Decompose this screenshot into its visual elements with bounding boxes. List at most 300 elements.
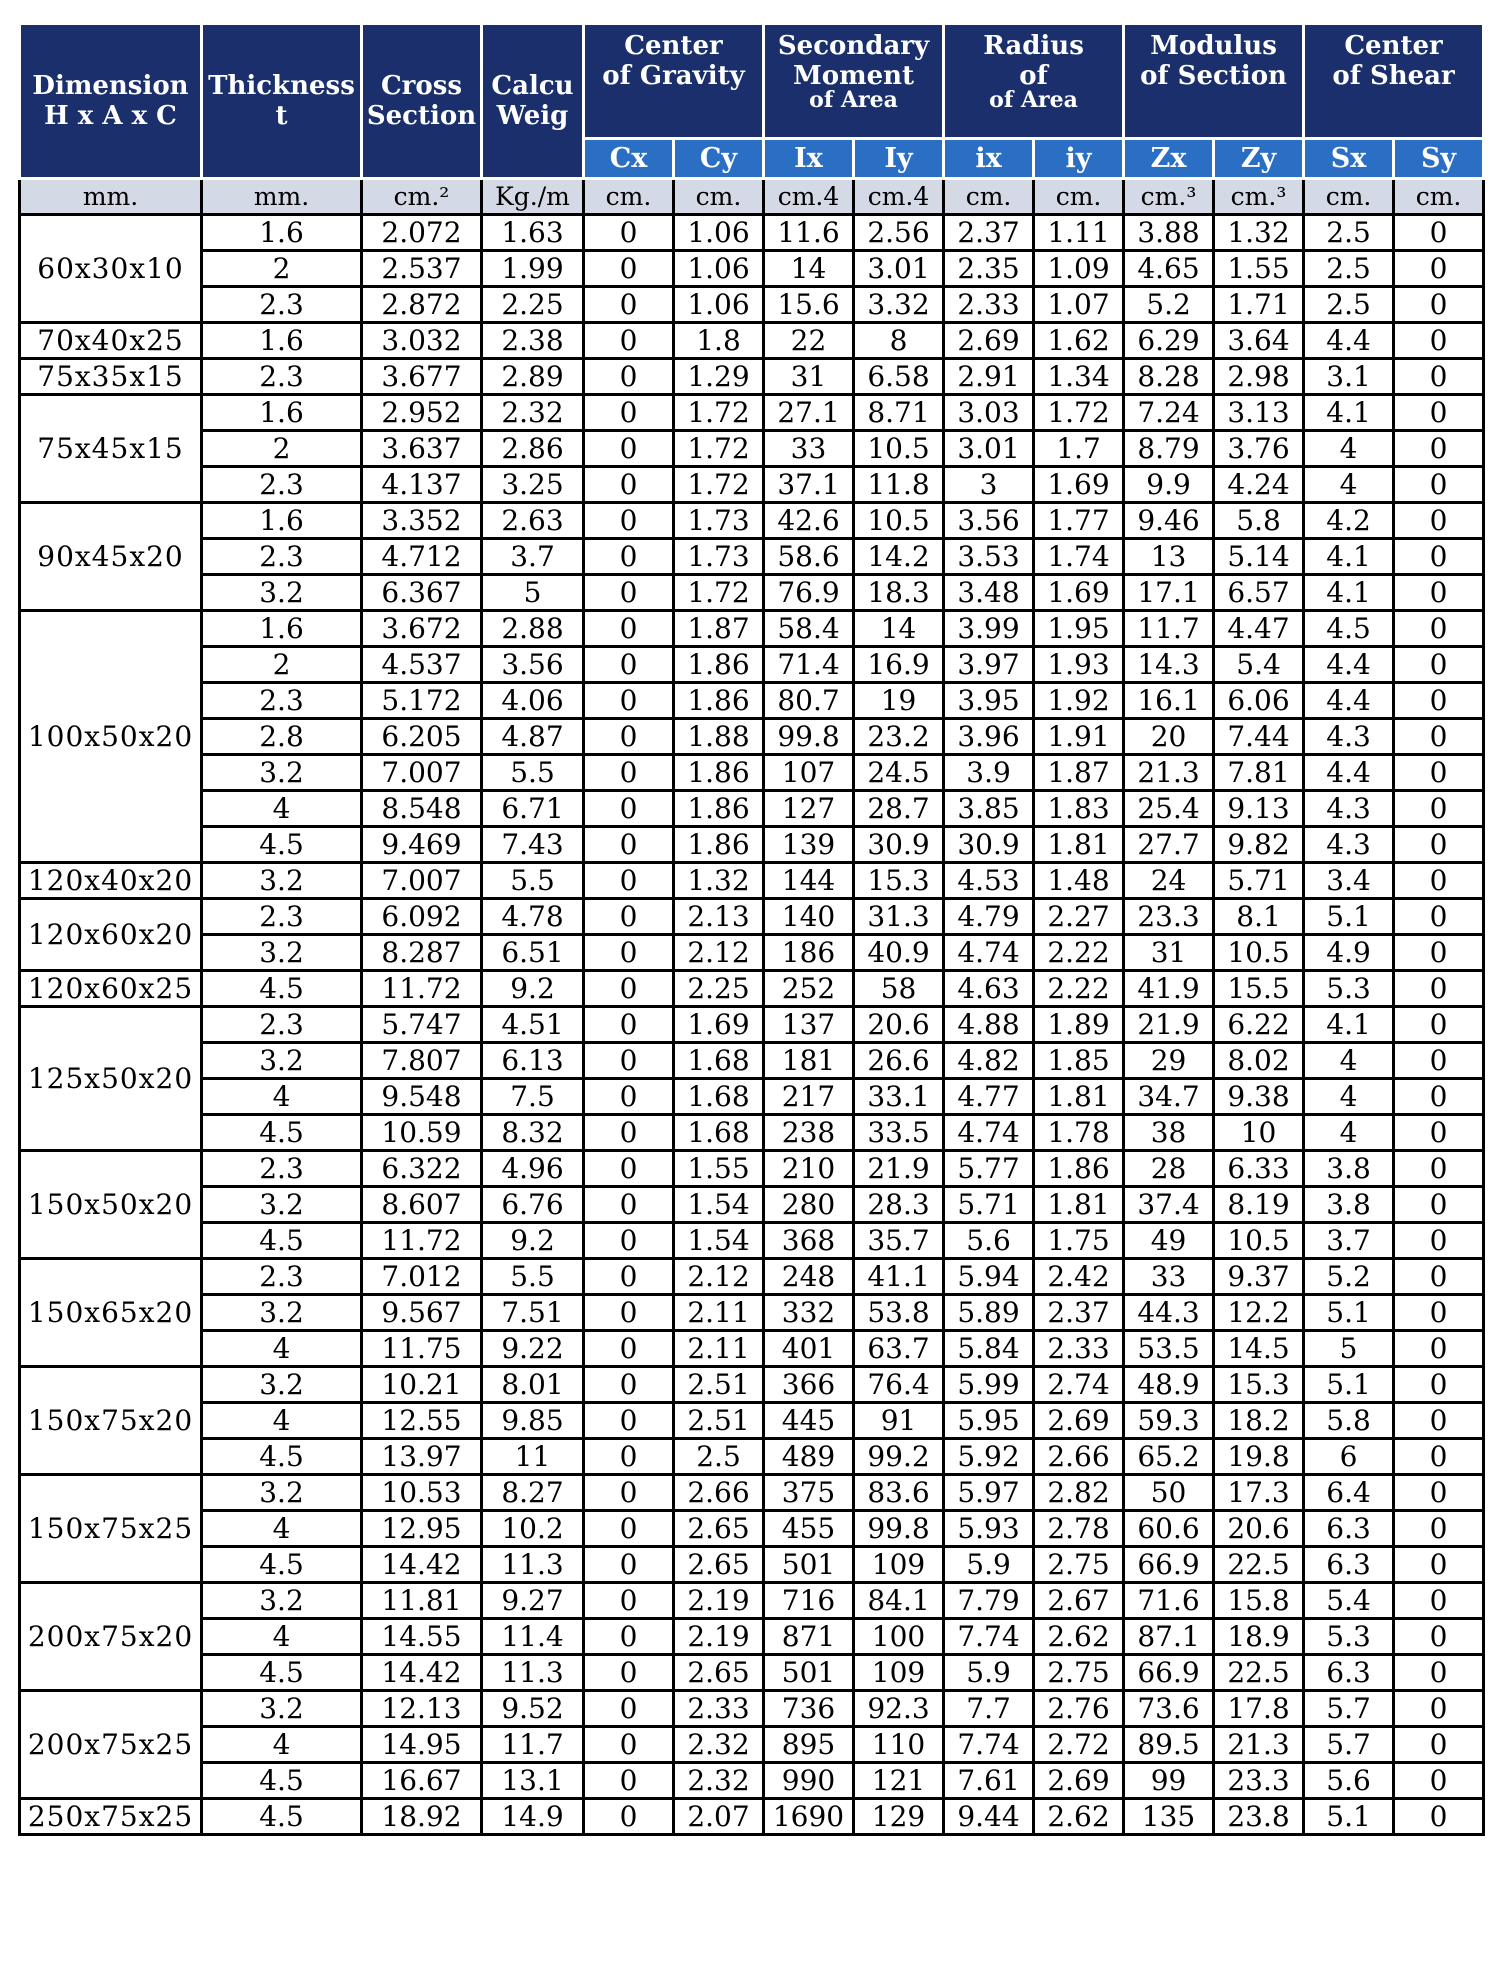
table-cell: 5.84 <box>944 1331 1034 1367</box>
table-cell: 20.6 <box>854 1007 944 1043</box>
table-cell: 1.7 <box>1034 431 1124 467</box>
table-cell: 0 <box>584 899 674 935</box>
table-cell: 2.25 <box>674 971 764 1007</box>
table-cell: 4.1 <box>1304 539 1394 575</box>
table-cell: 210 <box>764 1151 854 1187</box>
table-cell: 2.35 <box>944 251 1034 287</box>
table-cell: 0 <box>584 647 674 683</box>
table-cell: 2.37 <box>944 215 1034 251</box>
table-cell: 1.6 <box>202 215 362 251</box>
unit-cell: cm.4 <box>854 179 944 215</box>
table-cell: 1.09 <box>1034 251 1124 287</box>
table-cell: 4.53 <box>944 863 1034 899</box>
table-cell: 9.2 <box>482 1223 584 1259</box>
table-cell: 4.1 <box>1304 1007 1394 1043</box>
table-cell: 2 <box>202 647 362 683</box>
table-cell: 4.5 <box>202 1439 362 1475</box>
table-cell: 2.33 <box>1034 1331 1124 1367</box>
table-row <box>20 1691 1484 1727</box>
table-cell: 0 <box>584 971 674 1007</box>
table-cell: 19 <box>854 683 944 719</box>
table-cell: 1.8 <box>674 323 764 359</box>
table-cell: 53.8 <box>854 1295 944 1331</box>
table-cell: 11.72 <box>362 1223 482 1259</box>
table-cell: 0 <box>1394 575 1484 611</box>
table-cell: 14.9 <box>482 1799 584 1835</box>
table-cell: 1.34 <box>1034 359 1124 395</box>
table-cell: 2.62 <box>1034 1619 1124 1655</box>
table-cell: 4 <box>202 1727 362 1763</box>
table-cell: 1.62 <box>1034 323 1124 359</box>
table-cell: 3.01 <box>944 431 1034 467</box>
table-cell: 0 <box>1394 647 1484 683</box>
subheader-cy: Cy <box>674 139 764 179</box>
table-cell: 1.72 <box>674 575 764 611</box>
thickness-header <box>202 24 362 179</box>
table-row <box>20 1727 1484 1763</box>
cross-section-header-line1: Cross <box>380 71 462 101</box>
table-cell: 0 <box>1394 827 1484 863</box>
unit-cell: cm. <box>1034 179 1124 215</box>
table-cell: 13.1 <box>482 1763 584 1799</box>
table-cell: 0 <box>584 215 674 251</box>
calc-weight-header <box>482 24 584 179</box>
table-cell: 1.55 <box>674 1151 764 1187</box>
table-row <box>20 1043 1484 1079</box>
table-cell: 4.4 <box>1304 647 1394 683</box>
table-cell: 4 <box>1304 431 1394 467</box>
table-cell: 31 <box>764 359 854 395</box>
table-cell: 5.71 <box>1214 863 1304 899</box>
center-gravity-header-line2: of Gravity <box>602 61 745 91</box>
thickness-header-line1: Thickness <box>208 71 355 101</box>
table-cell: 34.7 <box>1124 1079 1214 1115</box>
unit-cell: cm. <box>674 179 764 215</box>
table-cell: 10.5 <box>1214 1223 1304 1259</box>
table-cell: 5.5 <box>482 1259 584 1295</box>
table-cell: 10.2 <box>482 1511 584 1547</box>
table-cell: 0 <box>584 1187 674 1223</box>
unit-cell: cm. <box>944 179 1034 215</box>
table-cell: 3.2 <box>202 755 362 791</box>
table-cell: 5.8 <box>1214 503 1304 539</box>
table-cell: 18.9 <box>1214 1619 1304 1655</box>
table-cell: 23.3 <box>1124 899 1214 935</box>
table-cell: 4.74 <box>944 1115 1034 1151</box>
table-cell: 7.007 <box>362 863 482 899</box>
table-cell: 5.1 <box>1304 899 1394 935</box>
table-cell: 139 <box>764 827 854 863</box>
table-cell: 0 <box>1394 1151 1484 1187</box>
table-cell: 8.19 <box>1214 1187 1304 1223</box>
table-cell: 2.65 <box>674 1547 764 1583</box>
table-cell: 9.85 <box>482 1403 584 1439</box>
table-cell: 368 <box>764 1223 854 1259</box>
table-cell: 1.72 <box>674 431 764 467</box>
table-cell: 3.9 <box>944 755 1034 791</box>
table-cell: 0 <box>584 287 674 323</box>
table-cell: 33.5 <box>854 1115 944 1151</box>
table-cell: 33.1 <box>854 1079 944 1115</box>
table-cell: 18.92 <box>362 1799 482 1835</box>
table-cell: 10.59 <box>362 1115 482 1151</box>
table-cell: 63.7 <box>854 1331 944 1367</box>
unit-cell: cm.² <box>362 179 482 215</box>
table-cell: 332 <box>764 1295 854 1331</box>
table-cell: 3.25 <box>482 467 584 503</box>
table-cell: 2.8 <box>202 719 362 755</box>
table-cell: 99 <box>1124 1763 1214 1799</box>
table-cell: 4.82 <box>944 1043 1034 1079</box>
table-cell: 4.4 <box>1304 683 1394 719</box>
table-cell: 375 <box>764 1475 854 1511</box>
table-row <box>20 1511 1484 1547</box>
table-cell: 2.38 <box>482 323 584 359</box>
table-cell: 4.4 <box>1304 755 1394 791</box>
table-row <box>20 971 1484 1007</box>
table-cell: 0 <box>584 611 674 647</box>
table-cell: 0 <box>584 1367 674 1403</box>
center-shear-header-line1: Center <box>1344 31 1443 61</box>
table-cell: 4.63 <box>944 971 1034 1007</box>
table-row <box>20 1763 1484 1799</box>
table-cell: 50 <box>1124 1475 1214 1511</box>
radius-header-line3: of Area <box>989 87 1078 113</box>
table-cell: 8.28 <box>1124 359 1214 395</box>
table-cell: 4 <box>1304 1079 1394 1115</box>
table-cell: 2.32 <box>674 1727 764 1763</box>
table-cell: 0 <box>1394 1799 1484 1835</box>
table-cell: 66.9 <box>1124 1547 1214 1583</box>
table-cell: 1.29 <box>674 359 764 395</box>
table-row <box>20 575 1484 611</box>
table-cell: 5.92 <box>944 1439 1034 1475</box>
unit-cell: mm. <box>202 179 362 215</box>
table-row <box>20 863 1484 899</box>
table-cell: 8.79 <box>1124 431 1214 467</box>
table-cell: 11.8 <box>854 467 944 503</box>
table-cell: 4.5 <box>202 1763 362 1799</box>
table-cell: 2.98 <box>1214 359 1304 395</box>
table-cell: 2.22 <box>1034 935 1124 971</box>
table-cell: 84.1 <box>854 1583 944 1619</box>
table-cell: 16.1 <box>1124 683 1214 719</box>
table-cell: 6.3 <box>1304 1547 1394 1583</box>
table-cell: 8.607 <box>362 1187 482 1223</box>
table-cell: 1.06 <box>674 287 764 323</box>
table-cell: 9.548 <box>362 1079 482 1115</box>
table-cell: 0 <box>1394 611 1484 647</box>
table-cell: 1.71 <box>1214 287 1304 323</box>
table-cell: 0 <box>1394 1583 1484 1619</box>
table-cell: 2.89 <box>482 359 584 395</box>
table-cell: 66.9 <box>1124 1655 1214 1691</box>
table-cell: 0 <box>584 1331 674 1367</box>
table-cell: 22.5 <box>1214 1655 1304 1691</box>
table-cell: 2.5 <box>1304 215 1394 251</box>
table-cell: 4.5 <box>202 827 362 863</box>
table-cell: 0 <box>584 1295 674 1331</box>
table-cell: 17.3 <box>1214 1475 1304 1511</box>
table-cell: 3.64 <box>1214 323 1304 359</box>
table-row <box>20 647 1484 683</box>
table-cell: 7.7 <box>944 1691 1034 1727</box>
table-cell: 71.6 <box>1124 1583 1214 1619</box>
table-cell: 2.66 <box>674 1475 764 1511</box>
table-cell: 9.46 <box>1124 503 1214 539</box>
table-cell: 1.87 <box>674 611 764 647</box>
unit-cell: Kg./m <box>482 179 584 215</box>
table-cell: 5.2 <box>1304 1259 1394 1295</box>
unit-cell: cm.³ <box>1124 179 1214 215</box>
table-cell: 1.6 <box>202 503 362 539</box>
table-cell: 0 <box>1394 1619 1484 1655</box>
table-cell: 5.7 <box>1304 1727 1394 1763</box>
table-cell: 1.78 <box>1034 1115 1124 1151</box>
table-cell: 2 <box>202 431 362 467</box>
table-cell: 2.91 <box>944 359 1034 395</box>
table-cell: 0 <box>584 395 674 431</box>
table-cell: 0 <box>584 863 674 899</box>
table-cell: 10.5 <box>854 503 944 539</box>
table-cell: 0 <box>584 1727 674 1763</box>
table-cell: 0 <box>584 1691 674 1727</box>
table-cell: 0 <box>1394 971 1484 1007</box>
table-cell: 99.2 <box>854 1439 944 1475</box>
table-cell: 38 <box>1124 1115 1214 1151</box>
dimension-cell: 200x75x20 <box>20 1583 202 1691</box>
table-cell: 1.6 <box>202 395 362 431</box>
table-cell: 121 <box>854 1763 944 1799</box>
table-cell: 6.322 <box>362 1151 482 1187</box>
table-cell: 4.87 <box>482 719 584 755</box>
table-cell: 7.44 <box>1214 719 1304 755</box>
table-cell: 3.677 <box>362 359 482 395</box>
table-cell: 3 <box>944 467 1034 503</box>
table-cell: 58 <box>854 971 944 1007</box>
table-cell: 181 <box>764 1043 854 1079</box>
table-cell: 21.9 <box>854 1151 944 1187</box>
table-cell: 736 <box>764 1691 854 1727</box>
table-cell: 15.6 <box>764 287 854 323</box>
table-cell: 14 <box>854 611 944 647</box>
table-cell: 2.42 <box>1034 1259 1124 1295</box>
table-cell: 65.2 <box>1124 1439 1214 1475</box>
table-cell: 5.1 <box>1304 1295 1394 1331</box>
subheader-ix-moment: Ix <box>764 139 854 179</box>
table-cell: 6.71 <box>482 791 584 827</box>
table-cell: 1.95 <box>1034 611 1124 647</box>
calc-weight-header-line1: Calcu <box>491 71 574 101</box>
table-cell: 4.5 <box>202 1655 362 1691</box>
table-cell: 9.37 <box>1214 1259 1304 1295</box>
table-cell: 2.072 <box>362 215 482 251</box>
table-cell: 14.5 <box>1214 1331 1304 1367</box>
table-cell: 0 <box>1394 215 1484 251</box>
table-cell: 107 <box>764 755 854 791</box>
table-cell: 3.32 <box>854 287 944 323</box>
table-cell: 8.32 <box>482 1115 584 1151</box>
table-cell: 0 <box>584 1259 674 1295</box>
table-row <box>20 1151 1484 1187</box>
table-cell: 4.77 <box>944 1079 1034 1115</box>
table-cell: 9.38 <box>1214 1079 1304 1115</box>
table-cell: 4.74 <box>944 935 1034 971</box>
table-cell: 2.33 <box>944 287 1034 323</box>
table-cell: 455 <box>764 1511 854 1547</box>
table-cell: 3.2 <box>202 1583 362 1619</box>
table-cell: 4.5 <box>1304 611 1394 647</box>
table-row <box>20 1583 1484 1619</box>
table-cell: 15.8 <box>1214 1583 1304 1619</box>
table-cell: 2.78 <box>1034 1511 1124 1547</box>
dimension-cell: 70x40x25 <box>20 323 202 359</box>
table-cell: 2.37 <box>1034 1295 1124 1331</box>
table-cell: 2.3 <box>202 1007 362 1043</box>
table-cell: 22 <box>764 323 854 359</box>
table-cell: 10.53 <box>362 1475 482 1511</box>
table-cell: 100 <box>854 1619 944 1655</box>
table-cell: 2.32 <box>482 395 584 431</box>
table-cell: 1.86 <box>674 755 764 791</box>
table-cell: 12.13 <box>362 1691 482 1727</box>
table-cell: 0 <box>584 539 674 575</box>
table-cell: 4.65 <box>1124 251 1214 287</box>
table-cell: 5.99 <box>944 1367 1034 1403</box>
table-cell: 0 <box>584 1079 674 1115</box>
table-cell: 1.89 <box>1034 1007 1124 1043</box>
table-cell: 99.8 <box>854 1511 944 1547</box>
table-cell: 3.2 <box>202 935 362 971</box>
table-cell: 6.3 <box>1304 1655 1394 1691</box>
radius-header-line2: of <box>1019 61 1048 91</box>
table-cell: 0 <box>1394 683 1484 719</box>
table-cell: 28.7 <box>854 791 944 827</box>
table-cell: 1.72 <box>674 395 764 431</box>
table-cell: 6.29 <box>1124 323 1214 359</box>
table-cell: 0 <box>1394 791 1484 827</box>
table-row <box>20 935 1484 971</box>
table-cell: 6.092 <box>362 899 482 935</box>
table-cell: 42.6 <box>764 503 854 539</box>
table-cell: 4.78 <box>482 899 584 935</box>
table-cell: 5.4 <box>1214 647 1304 683</box>
table-cell: 0 <box>584 827 674 863</box>
table-cell: 5.8 <box>1304 1403 1394 1439</box>
table-cell: 14.2 <box>854 539 944 575</box>
table-cell: 1.32 <box>674 863 764 899</box>
table-cell: 1.81 <box>1034 1079 1124 1115</box>
table-cell: 11.75 <box>362 1331 482 1367</box>
dimension-header-line1: Dimension <box>32 71 189 101</box>
dimension-header <box>20 24 202 179</box>
table-cell: 9.2 <box>482 971 584 1007</box>
dimension-cell: 100x50x20 <box>20 611 202 863</box>
table-cell: 11.7 <box>482 1727 584 1763</box>
table-cell: 2.88 <box>482 611 584 647</box>
table-cell: 1.86 <box>674 827 764 863</box>
table-cell: 24.5 <box>854 755 944 791</box>
table-cell: 7.43 <box>482 827 584 863</box>
table-cell: 3.85 <box>944 791 1034 827</box>
table-cell: 14.42 <box>362 1547 482 1583</box>
table-cell: 0 <box>1394 395 1484 431</box>
table-cell: 1.69 <box>674 1007 764 1043</box>
table-cell: 0 <box>1394 287 1484 323</box>
table-cell: 16.67 <box>362 1763 482 1799</box>
table-cell: 2.75 <box>1034 1547 1124 1583</box>
dimension-header-line2: H x A x C <box>44 101 177 131</box>
table-cell: 3.672 <box>362 611 482 647</box>
center-gravity-header <box>584 24 764 139</box>
modulus-header-line1: Modulus <box>1150 31 1277 61</box>
table-cell: 1.69 <box>1034 467 1124 503</box>
table-cell: 5.6 <box>1304 1763 1394 1799</box>
table-cell: 990 <box>764 1763 854 1799</box>
table-cell: 0 <box>584 1151 674 1187</box>
table-cell: 7.5 <box>482 1079 584 1115</box>
table-cell: 0 <box>1394 935 1484 971</box>
table-cell: 1.6 <box>202 611 362 647</box>
dimension-cell: 150x75x20 <box>20 1367 202 1475</box>
table-cell: 5.4 <box>1304 1583 1394 1619</box>
table-cell: 5.3 <box>1304 971 1394 1007</box>
table-cell: 4 <box>202 1403 362 1439</box>
subheader-sy: Sy <box>1394 139 1484 179</box>
table-cell: 4.5 <box>202 971 362 1007</box>
unit-cell: cm. <box>584 179 674 215</box>
table-cell: 2.952 <box>362 395 482 431</box>
table-cell: 21.3 <box>1214 1727 1304 1763</box>
table-cell: 137 <box>764 1007 854 1043</box>
table-cell: 4.3 <box>1304 791 1394 827</box>
table-cell: 0 <box>1394 899 1484 935</box>
second-moment-header-line2: Moment <box>792 61 915 91</box>
table-cell: 6.51 <box>482 935 584 971</box>
table-cell: 11.81 <box>362 1583 482 1619</box>
table-cell: 2.12 <box>674 1259 764 1295</box>
table-cell: 0 <box>1394 467 1484 503</box>
table-cell: 2.3 <box>202 683 362 719</box>
table-cell: 2.13 <box>674 899 764 935</box>
table-cell: 2.5 <box>674 1439 764 1475</box>
table-cell: 0 <box>584 503 674 539</box>
table-cell: 2.32 <box>674 1763 764 1799</box>
table-cell: 4 <box>1304 467 1394 503</box>
table-cell: 10 <box>1214 1115 1304 1151</box>
table-cell: 8.1 <box>1214 899 1304 935</box>
table-cell: 0 <box>1394 539 1484 575</box>
table-cell: 4 <box>202 1619 362 1655</box>
table-cell: 76.4 <box>854 1367 944 1403</box>
second-moment-header <box>764 24 944 139</box>
table-cell: 3.032 <box>362 323 482 359</box>
table-cell: 14.3 <box>1124 647 1214 683</box>
table-cell: 92.3 <box>854 1691 944 1727</box>
table-cell: 7.81 <box>1214 755 1304 791</box>
table-cell: 1.72 <box>1034 395 1124 431</box>
table-cell: 2.3 <box>202 359 362 395</box>
table-cell: 1.86 <box>674 791 764 827</box>
table-cell: 1.81 <box>1034 827 1124 863</box>
steel-section-table <box>18 22 1485 1836</box>
dimension-cell: 120x40x20 <box>20 863 202 899</box>
unit-cell: cm. <box>1394 179 1484 215</box>
unit-cell: cm.³ <box>1214 179 1304 215</box>
table-cell: 0 <box>1394 1547 1484 1583</box>
table-cell: 501 <box>764 1547 854 1583</box>
table-cell: 5.95 <box>944 1403 1034 1439</box>
